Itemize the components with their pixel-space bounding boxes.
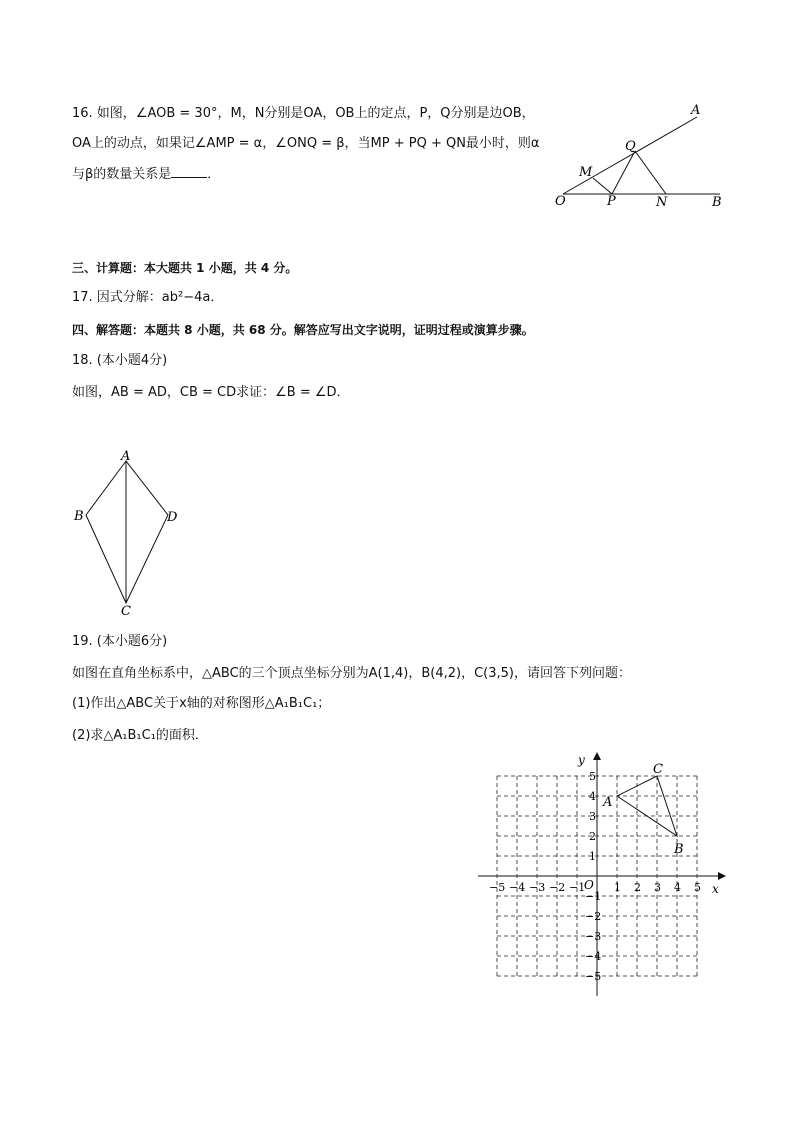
y-tick-label: −4 bbox=[585, 950, 602, 963]
q16-figure bbox=[545, 95, 735, 215]
x-tick-label: 2 bbox=[634, 881, 641, 894]
label-D: D bbox=[167, 510, 178, 525]
q19-part1: (1)作出△ABC关于x轴的对称图形△A₁B₁C₁； bbox=[72, 696, 331, 711]
y-tick-label: 3 bbox=[589, 810, 596, 823]
segment-QN bbox=[635, 151, 666, 194]
q16-line3-suffix: ． bbox=[207, 167, 221, 182]
label-A: A bbox=[121, 449, 131, 464]
label-Q: Q bbox=[625, 139, 636, 154]
x-axis-label: x bbox=[712, 882, 719, 896]
label-B: B bbox=[74, 509, 84, 524]
y-axis-arrow bbox=[593, 752, 601, 760]
y-tick-label: −2 bbox=[585, 910, 602, 923]
x-tick-label: 5 bbox=[694, 881, 701, 894]
x-tick-label: −1 bbox=[569, 881, 586, 894]
section4-title: 四、解答题：本题共 8 小题，共 68 分。解答应写出文字说明，证明过程或演算步骤。 bbox=[72, 323, 534, 337]
q18-text: 如图，AB = AD，CB = CD求证：∠B = ∠D． bbox=[72, 385, 350, 400]
q17-text: 17. 因式分解：ab²−4a． bbox=[72, 290, 224, 305]
y-tick-label: 1 bbox=[589, 850, 596, 863]
label-C: C bbox=[121, 604, 131, 619]
q18-header: 18. (本小题4分) bbox=[72, 353, 168, 368]
y-tick-label: 2 bbox=[589, 830, 596, 843]
q16-line1: 16. 如图，∠AOB = 30°，M，N分别是OA，OB上的定点，P，Q分别是边OB， bbox=[72, 106, 535, 121]
label-P: P bbox=[607, 194, 616, 209]
label-N: N bbox=[656, 195, 668, 210]
y-tick-label: 4 bbox=[589, 790, 596, 803]
q16-line3-prefix: 与β的数量关系是 bbox=[72, 167, 172, 182]
q16-line3 bbox=[72, 165, 220, 184]
y-tick-label: −1 bbox=[585, 890, 602, 903]
point-label-C: C bbox=[653, 762, 663, 777]
point-labels bbox=[602, 762, 684, 857]
q19-header: 19. (本小题6分) bbox=[72, 634, 168, 649]
answer-blank bbox=[171, 165, 207, 178]
segment-MP bbox=[593, 178, 612, 194]
y-tick-label: −3 bbox=[585, 930, 602, 943]
origin-label: O bbox=[584, 878, 594, 892]
label-A: A bbox=[691, 103, 701, 118]
x-tick-label: −5 bbox=[489, 881, 506, 894]
x-tick-label: −3 bbox=[529, 881, 546, 894]
q19-coordinate-grid bbox=[470, 750, 730, 1000]
x-tick-label: 1 bbox=[614, 881, 621, 894]
x-tick-label: −4 bbox=[509, 881, 526, 894]
triangle-ABC bbox=[617, 776, 677, 836]
q19-text: 如图在直角坐标系中，△ABC的三个顶点坐标分别为A(1,4)，B(4,2)，C(3,5)，请回答下列问题： bbox=[72, 666, 632, 681]
label-B: B bbox=[712, 195, 722, 210]
q18-figure bbox=[70, 445, 190, 620]
point-label-A: A bbox=[603, 795, 613, 810]
x-tick-label: 3 bbox=[654, 881, 661, 894]
x-tick-label: 4 bbox=[674, 881, 681, 894]
label-M: M bbox=[579, 165, 593, 180]
y-tick-label: −5 bbox=[585, 970, 602, 983]
segment-OA bbox=[563, 117, 697, 194]
segment-PQ bbox=[612, 151, 635, 194]
label-O: O bbox=[555, 194, 566, 209]
section3-title: 三、计算题：本大题共 1 小题，共 4 分。 bbox=[72, 261, 298, 275]
point-label-B: B bbox=[674, 842, 684, 857]
x-axis-arrow bbox=[718, 872, 726, 880]
q16-line2: OA上的动点，如果记∠AMP = α，∠ONQ = β，当MP + PQ + QN最小时，则α bbox=[72, 136, 540, 151]
kite-ABCD bbox=[86, 461, 168, 603]
q19-part2: (2)求△A₁B₁C₁的面积． bbox=[72, 728, 208, 743]
y-axis-label: y bbox=[578, 753, 585, 767]
y-tick-label: 5 bbox=[589, 770, 596, 783]
x-tick-label: −2 bbox=[549, 881, 566, 894]
